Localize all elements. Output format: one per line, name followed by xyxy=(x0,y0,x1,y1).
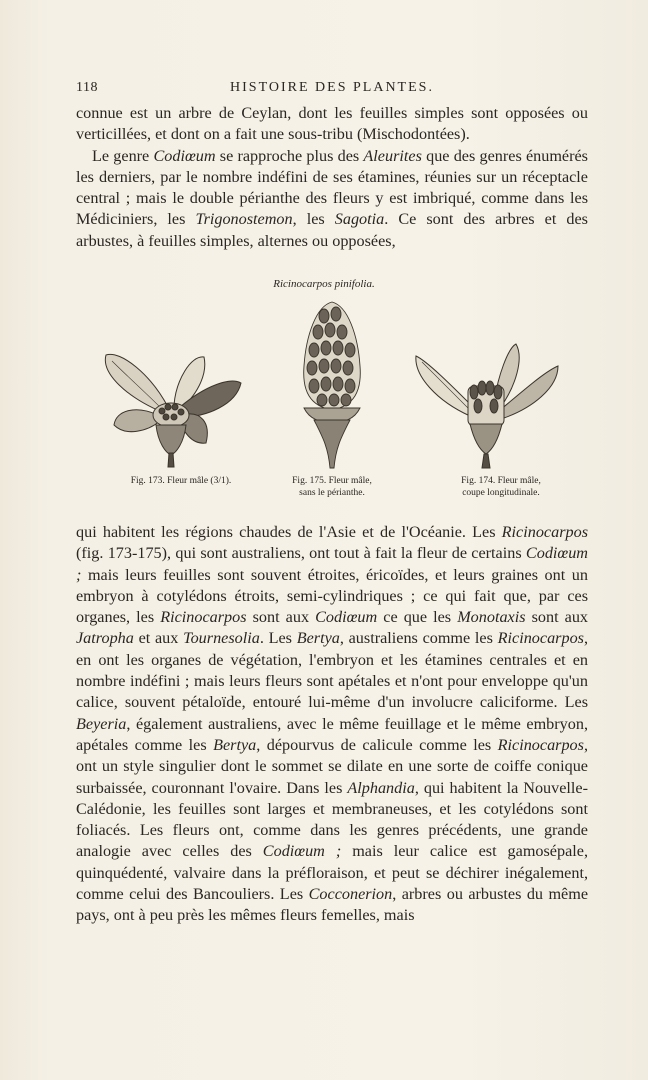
genus-name: Trigonostemon xyxy=(195,210,293,229)
paragraph-bottom xyxy=(76,522,588,927)
running-header xyxy=(76,80,588,100)
paragraph-continuation: connue est un arbre de Ceylan, dont les feuilles simples sont opposées ou verticillées, et dont on a fait une sous-tribu (Mischodontées). xyxy=(76,104,588,144)
figure-174-caption: Fig. 174. Fleur mâle, coupe longitudinale. xyxy=(461,476,541,498)
genus-name: Sagotia xyxy=(334,210,385,229)
figure-173-caption: Fig. 173. Fleur mâle (3/1). xyxy=(130,476,232,486)
figure-174-illustration xyxy=(412,336,562,471)
running-title: HISTOIRE DES PLANTES. xyxy=(230,80,434,95)
caption-fraction: 3/1 xyxy=(213,476,226,486)
paragraph-codiaeum: Le genre Codiœum se rapproche plus des Aleurites que des genres énumérés les derniers, par le nombre indéfini de ses étamines, réunies sur un réceptacle central ; mais le double périanthe des fleurs y est imbriqué, comme dans les Médiciniers, les Trigonostemon, les Sagotia. Ce sont des arbres et des arbustes, à feuilles simples, alternes ou opposées, xyxy=(76,146,588,250)
figure-title: Ricinocarpos pinifolia. xyxy=(273,278,375,290)
paragraph-top xyxy=(76,103,588,252)
figure-175-caption: Fig. 175. Fleur mâle, sans le périanthe. xyxy=(292,476,372,498)
paragraph-ricinocarpos: qui habitent les régions chaudes de l'Asie et de l'Océanie. Les Ricinocarpos (fig. 173-175), qui sont australiens, ont tout à fait la fleur de certains Codiœum ; mais leurs feuilles sont souvent étroites, éricoïdes, et leurs graines ont un embryon à cotylédons étroits, semi-cylindriques ; ce qui fait que, par ces organes, les Ricinocarpos sont aux Codiœum ce que les Monotaxis sont aux Jatropha et aux Tournesolia. Les Bertya, australiens comme les Ricinocarpos, en ont les organes de végétation, l'embryon et les étamines centrales et en nombre indéfini ; mais leurs fleurs sont apétales et n'ont pour enveloppe qu'un calice, souvent pétaloïde, entouré lui-même d'un involucre caliciforme. Les Beyeria, également australiens, avec le même feuillage et le même embryon, apétales comme les Bertya, dépourvus de calicule comme les Ricinocarpos, ont un style singulier dont le sommet se dilate en une sorte de coiffe conique surbaissée, couronnant l'ovaire. Dans les Alphandia, qui habitent la Nouvelle-Calédonie, les feuilles sont larges et membraneuses, et les cotylédons sont foliacés. Les fleurs ont, comme dans les genres précédents, une grande analogie avec celles des Codiœum ; mais leur calice est gamosépale, quinquédenté, valvaire dans la préfloraison, et peut se déchirer inégalement, comme celui des Bancouliers. Les Cocconerion, arbres ou arbustes du même pays, ont à peu près les mêmes fleurs femelles, mais xyxy=(76,523,589,925)
genus-name: Aleurites xyxy=(363,146,422,165)
page-number: 118 xyxy=(76,80,98,95)
genus-name: Codiœum xyxy=(153,146,216,165)
figure-173-illustration xyxy=(96,335,246,470)
figure-175-illustration xyxy=(292,296,372,471)
